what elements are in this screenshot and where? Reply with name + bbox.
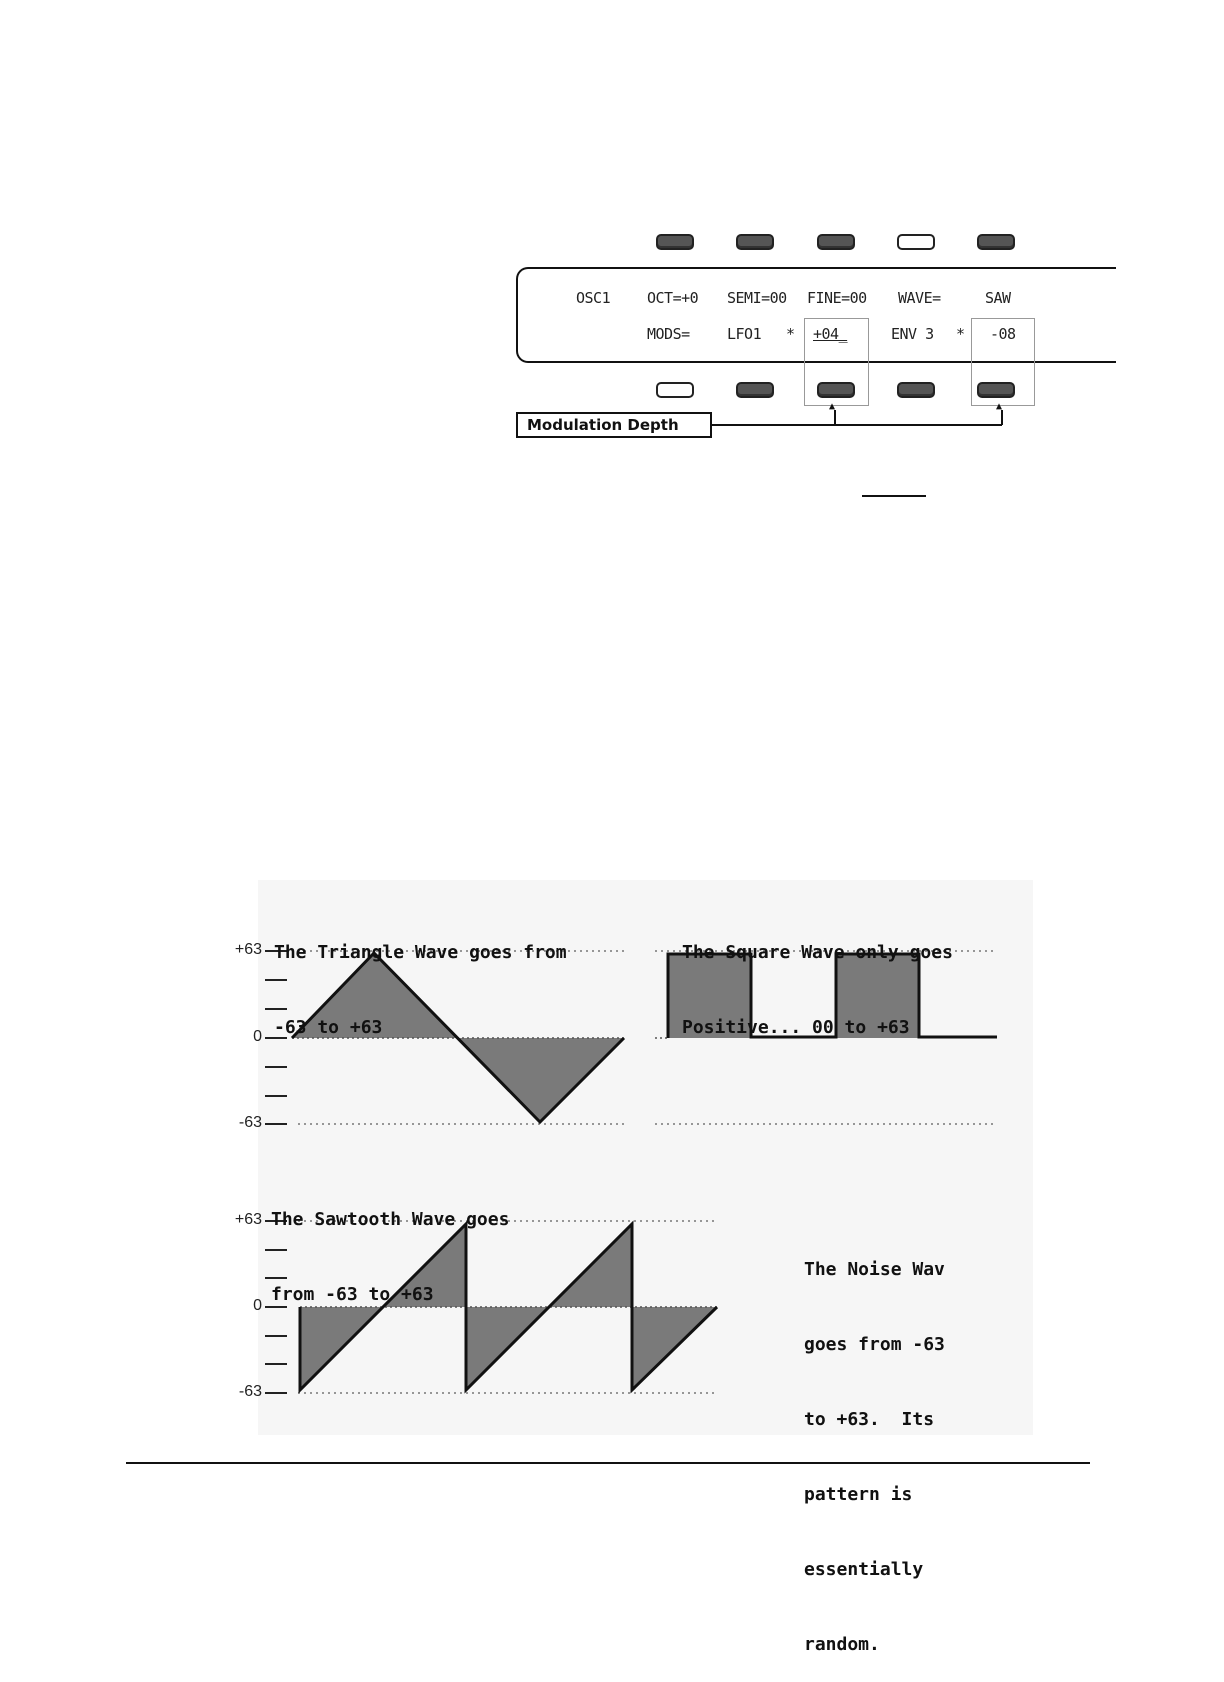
triangle-y-zero-label: 0 xyxy=(253,1028,262,1045)
lcd-mod-asterisk-2: * xyxy=(956,325,965,343)
lcd-wave-label: WAVE= xyxy=(898,289,941,307)
triangle-title-line-1: The Triangle Wave goes from xyxy=(274,942,567,963)
noise-line-4: pattern is xyxy=(804,1484,913,1505)
triangle-y-min-label: -63 xyxy=(238,1114,262,1131)
sawtooth-title-line-1: The Sawtooth Wave goes xyxy=(271,1209,510,1230)
square-title-line-1: The Square Wave only goes xyxy=(682,942,953,963)
lcd-mods-label: MODS= xyxy=(647,325,690,343)
lcd-octave: OCT=+0 xyxy=(647,289,699,307)
noise-line-1: The Noise Wav xyxy=(804,1259,945,1280)
triangle-wave-title xyxy=(274,890,567,1065)
lcd-osc-label: OSC1 xyxy=(576,289,611,307)
pointer-arrow-2: ▲ xyxy=(996,401,1003,412)
noise-line-6: random. xyxy=(804,1634,880,1655)
lcd-semitone: SEMI=00 xyxy=(727,289,787,307)
modulation-depth-caption: Modulation Depth xyxy=(516,412,712,438)
triangle-title-line-2: -63 to +63 xyxy=(274,1017,383,1038)
sawtooth-y-zero-label: 0 xyxy=(253,1297,262,1314)
footer-rule xyxy=(126,1462,1090,1464)
lcd-fine: FINE=00 xyxy=(807,289,867,307)
square-title-line-2: Positive... 00 to +63 xyxy=(682,1017,910,1038)
lcd-mod-source-2: ENV 3 xyxy=(891,325,934,343)
pointer-arrow-1: ▲ xyxy=(829,401,836,412)
triangle-y-max-label: +63 xyxy=(234,941,262,958)
lcd-mod-source-1: LFO1 xyxy=(727,325,762,343)
square-wave-title xyxy=(682,890,953,1065)
lcd-mod-asterisk-1: * xyxy=(786,325,795,343)
noise-line-5: essentially xyxy=(804,1559,924,1580)
sawtooth-wave-title xyxy=(271,1157,509,1332)
noise-wave-description xyxy=(804,1207,964,1682)
sawtooth-title-line-2: from -63 to +63 xyxy=(271,1284,434,1305)
lcd-mod-depth-2: -08 xyxy=(990,325,1016,343)
sawtooth-y-max-label: +63 xyxy=(234,1211,262,1228)
lcd-mod-depth-1: +04_ xyxy=(813,325,848,343)
sawtooth-y-min-label: -63 xyxy=(238,1383,262,1400)
noise-line-2: goes from -63 xyxy=(804,1334,945,1355)
lcd-wave-value: SAW xyxy=(985,289,1011,307)
noise-line-3: to +63. Its xyxy=(804,1409,935,1430)
